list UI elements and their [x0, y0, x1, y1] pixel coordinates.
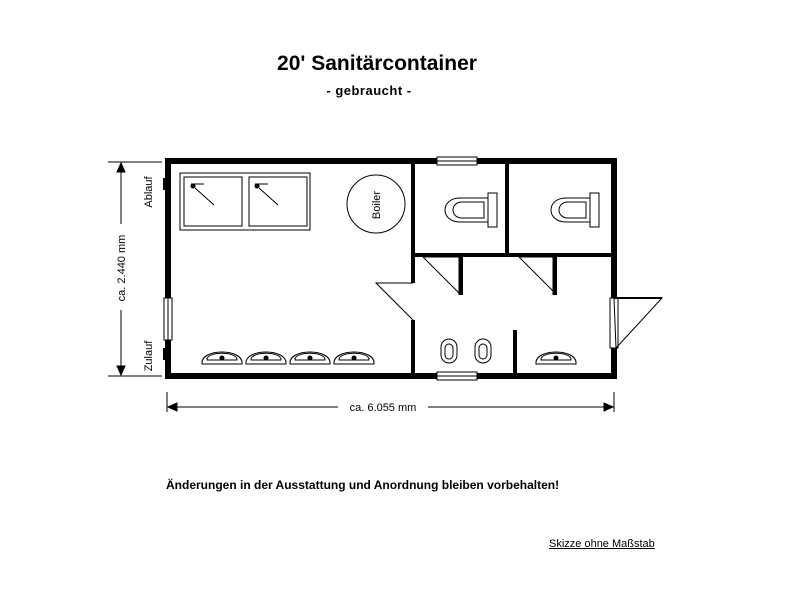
disclaimer-note: Änderungen in der Ausstattung und Anordnung bleiben vorbehalten! [166, 478, 560, 492]
boiler-label: Boiler [371, 190, 383, 220]
washbasin [334, 352, 374, 364]
urinals [441, 339, 491, 363]
drain-label: Ablauf [143, 176, 155, 208]
boiler [347, 175, 405, 233]
washbasin [290, 352, 330, 364]
length-dimension-label: ca. 6.055 mm [349, 402, 417, 414]
toilets [445, 193, 599, 227]
washbasin [202, 352, 242, 364]
page-title: 20' Sanitärcontainer [277, 52, 477, 75]
interior-doors [376, 257, 553, 320]
inlet-label: Zulauf [143, 340, 155, 372]
washbasin [246, 352, 286, 364]
entrance-door-swing [614, 298, 662, 348]
washbasin [536, 352, 576, 364]
scale-note: Skizze ohne Maßstab [549, 538, 655, 550]
page-subtitle: - gebraucht - [326, 83, 412, 98]
width-dimension-label: ca. 2.440 mm [116, 234, 128, 302]
washbasins [202, 352, 576, 364]
shower-trays [180, 173, 310, 230]
